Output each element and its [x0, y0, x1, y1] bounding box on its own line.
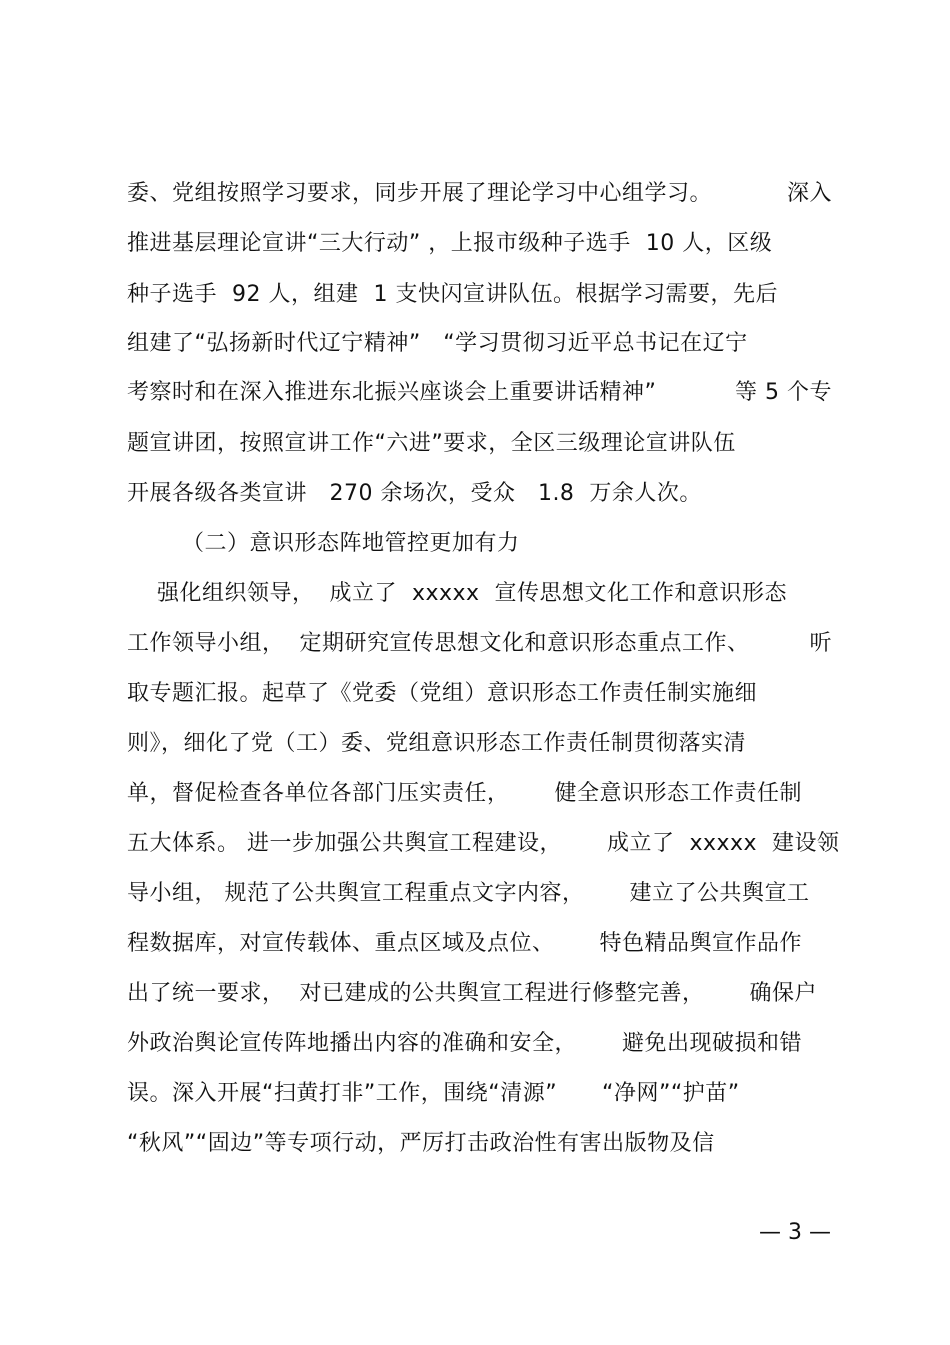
body-line-1-right: 深入	[786, 181, 832, 206]
body-line-12: 单，督促检查各单位各部门压实责任， 健全意识形态工作责任制	[127, 781, 802, 806]
body-line-13: 五大体系。 进一步加强公共舆宣工程建设， 成立了 xxxxx 建设领	[127, 831, 840, 856]
body-line-4: 组建了“弘扬新时代辽宁精神” “学习贯彻习近平总书记在辽宁	[127, 331, 748, 356]
body-line-10: 取专题汇报。起草了《党委（党组）意识形态工作责任制实施细	[127, 681, 758, 706]
body-line-6: 题宣讲团，按照宣讲工作“六进”要求，全区三级理论宣讲队伍	[127, 431, 736, 456]
body-line-1-left: 委、党组按照学习要求，同步开展了理论学习中心组学习。	[127, 181, 713, 206]
page-number: — 3 —	[759, 1220, 831, 1245]
body-line-9-right: 听	[809, 631, 832, 656]
body-line-3: 种子选手 92 人，组建 1 支快闪宣讲队伍。根据学习需要，先后	[127, 282, 778, 307]
body-line-5-left: 考察时和在深入推进东北振兴座谈会上重要讲话精神”	[127, 380, 657, 405]
body-line-5-right: 等 5 个专	[735, 380, 832, 405]
body-line-2: 推进基层理论宣讲“三大行动” ，上报市级种子选手 10 人，区级	[127, 231, 773, 256]
body-line-5	[127, 373, 832, 413]
body-line-9-left: 工作领导小组， 定期研究宣传思想文化和意识形态重点工作、	[127, 631, 750, 656]
body-line-14: 导小组， 规范了公共舆宣工程重点文字内容， 建立了公共舆宣工	[127, 881, 810, 906]
body-line-11: 则》，细化了党（工）委、党组意识形态工作责任制贯彻落实清	[127, 731, 747, 756]
body-line-19: “秋风”“固边”等专项行动，严厉打击政治性有害出版物及信	[127, 1131, 715, 1156]
body-line-16: 出了统一要求， 对已建成的公共舆宣工程进行修整完善， 确保户	[127, 981, 817, 1006]
body-line-17: 外政治舆论宣传阵地播出内容的准确和安全， 避免出现破损和错	[127, 1031, 802, 1056]
section-heading: （二）意识形态阵地管控更加有力	[182, 531, 520, 556]
body-line-15: 程数据库，对宣传载体、重点区域及点位、 特色精品舆宣作品作	[127, 931, 802, 956]
body-line-1	[127, 174, 832, 214]
body-line-18: 误。深入开展“扫黄打非”工作，围绕“清源” “净网”“护苗”	[127, 1081, 740, 1106]
body-line-7: 开展各级各类宣讲 270 余场次，受众 1.8 万余人次。	[127, 481, 702, 506]
body-line-9	[127, 624, 832, 664]
body-line-8: 强化组织领导， 成立了 xxxxx 宣传思想文化工作和意识形态	[127, 581, 788, 606]
